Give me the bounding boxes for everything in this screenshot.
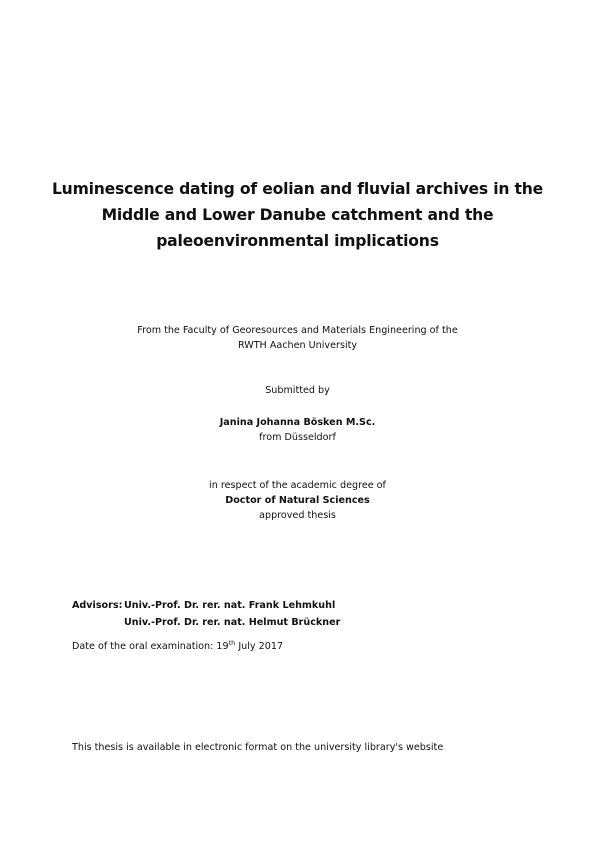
degree-block <box>40 478 555 523</box>
oral-exam-rest: July 2017 <box>235 641 284 652</box>
degree-status: approved thesis <box>259 510 336 521</box>
advisor-second: Univ.-Prof. Dr. rer. nat. Helmut Brückner <box>124 617 341 628</box>
submitted-by-label: Submitted by <box>265 385 330 396</box>
author-name: Janina Johanna Bösken M.Sc. <box>219 417 376 428</box>
thesis-title-line-2: Middle and Lower Danube catchment and the <box>101 206 494 224</box>
advisor-row-2 <box>72 614 340 631</box>
author-block <box>40 415 555 445</box>
faculty-line-1: From the Faculty of Georesources and Materials Engineering of the <box>137 325 458 336</box>
faculty-line-2: RWTH Aachen University <box>237 340 358 351</box>
degree-name: Doctor of Natural Sciences <box>225 495 370 506</box>
oral-exam-day: 19 <box>216 641 229 652</box>
faculty-statement <box>40 323 555 353</box>
thesis-title-line-3: paleoenvironmental implications <box>156 232 439 250</box>
oral-exam-prefix: Date of the oral examination: <box>72 641 217 652</box>
electronic-availability-note: This thesis is available in electronic format on the university library's website <box>72 742 444 753</box>
oral-exam-day-suffix: th <box>228 639 236 647</box>
thesis-title-line-1: Luminescence dating of eolian and fluvial archives in the <box>51 180 544 198</box>
oral-exam-date <box>72 639 283 654</box>
author-origin: from Düsseldorf <box>259 432 336 443</box>
degree-intro: in respect of the academic degree of <box>209 480 386 491</box>
advisors-block <box>72 597 340 631</box>
advisor-row-1 <box>72 597 340 614</box>
advisor-first: Univ.-Prof. Dr. rer. nat. Frank Lehmkuhl <box>124 600 336 611</box>
advisors-label: Advisors: <box>72 600 123 611</box>
thesis-title <box>40 176 555 254</box>
submitted-by-block <box>40 383 555 398</box>
